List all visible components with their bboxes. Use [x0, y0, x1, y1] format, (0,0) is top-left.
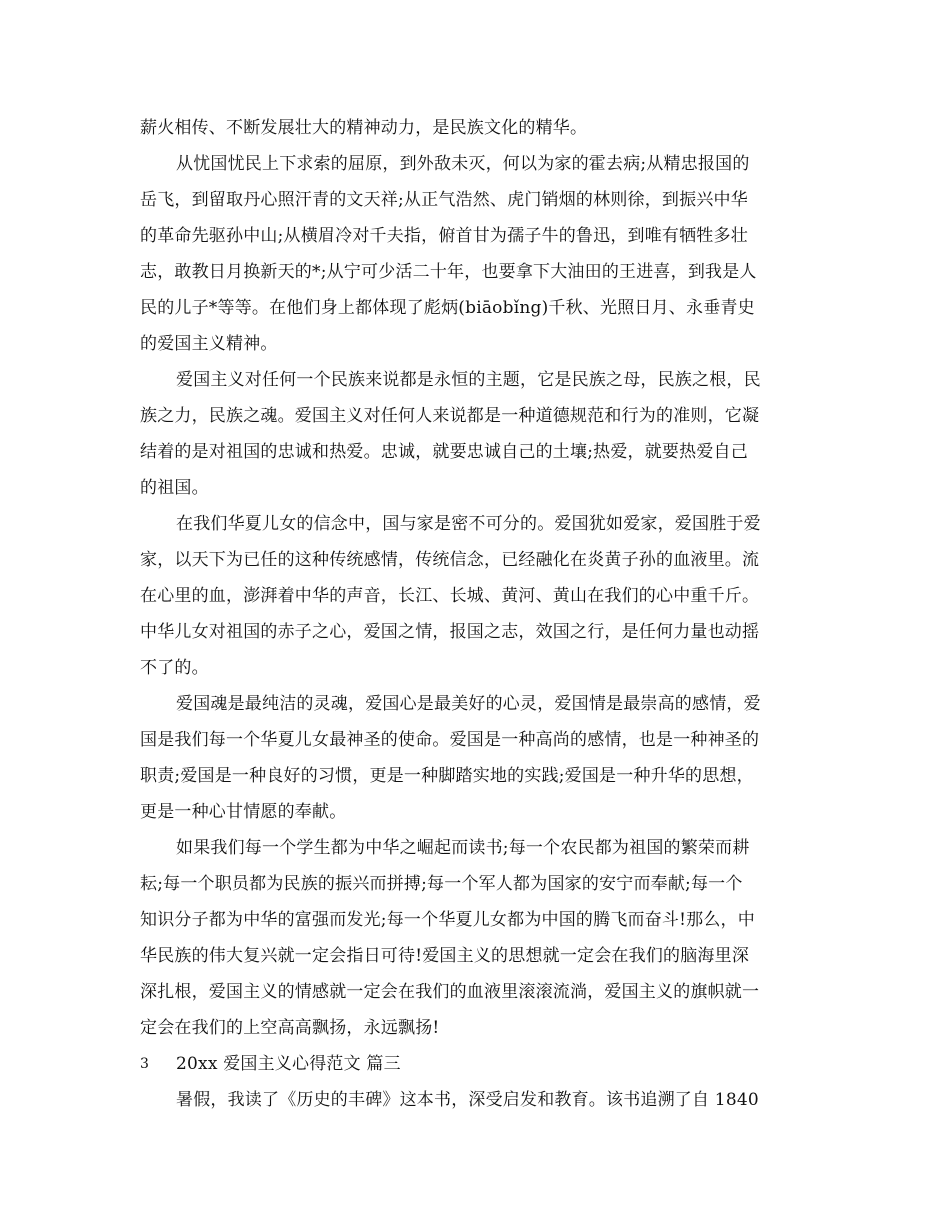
- text-line: 定会在我们的上空高高飘扬，永远飘扬!: [140, 1018, 440, 1038]
- paragraph-first-line: 爱国魂是最纯洁的灵魂，爱国心是最美好的心灵，爱国情是最崇高的感情，爱: [176, 694, 761, 714]
- text-line: 的爱国主义精神。: [140, 334, 278, 354]
- text-line: 国是我们每一个华夏儿女最神圣的使命。爱国是一种高尚的感情，也是一种神圣的: [140, 730, 760, 750]
- text-line: 的革命先驱孙中山;从横眉冷对千夫指，俯首甘为孺子牛的鲁迅，到唯有牺牲多壮: [140, 226, 748, 246]
- text-line: 职责;爱国是一种良好的习惯，更是一种脚踏实地的实践;爱国是一种升华的思想，: [140, 766, 754, 786]
- text-line: 知识分子都为中华的富强而发光;每一个华夏儿女都为中国的腾飞而奋斗!那么，中: [140, 910, 755, 930]
- text-line: 耘;每一个职员都为民族的振兴而拼搏;每一个军人都为国家的安宁而奉献;每一个: [140, 874, 743, 894]
- text-line: 家，以天下为已任的这种传统感情，传统信念，已经融化在炎黄子孙的血液里。流: [140, 550, 760, 570]
- text-line: 不了的。: [140, 658, 209, 678]
- document-body: [140, 110, 812, 1118]
- text-line: 民的儿子*等等。在他们身上都体现了彪炳(biāobǐng)千秋、光照日月、永垂青史: [140, 298, 755, 318]
- text-line: 中华儿女对祖国的赤子之心，爱国之情，报国之志，效国之行，是任何力量也动摇: [140, 622, 760, 642]
- text-line: 深扎根，爱国主义的情感就一定会在我们的血液里滚滚流淌，爱国主义的旗帜就一: [140, 982, 760, 1002]
- paragraph-first-line: 在我们华夏儿女的信念中，国与家是密不可分的。爱国犹如爱家，爱国胜于爱: [176, 514, 761, 534]
- text-line: 结着的是对祖国的忠诚和热爱。忠诚，就要忠诚自己的土壤;热爱，就要热爱自己: [140, 442, 748, 462]
- text-line: 族之力，民族之魂。爱国主义对任何人来说都是一种道德规范和行为的准则，它凝: [140, 406, 760, 426]
- paragraph-first-line: 从忧国忧民上下求索的屈原，到外敌未灭，何以为家的霍去病;从精忠报国的: [176, 154, 750, 174]
- text-line: 更是一种心甘情愿的奉献。: [140, 802, 347, 822]
- text-line: 岳飞，到留取丹心照汗青的文天祥;从正气浩然、虎门销烟的林则徐，到振兴中华: [140, 190, 748, 210]
- text-line: 的祖国。: [140, 478, 209, 498]
- section-heading: 20xx 爱国主义心得范文 篇三: [176, 1054, 401, 1074]
- text-line: 薪火相传、不断发展壮大的精神动力，是民族文化的精华。: [140, 118, 588, 138]
- text-line: 志，敢教日月换新天的*;从宁可少活二十年，也要拿下大油田的王进喜，到我是人: [140, 262, 757, 282]
- paragraph-first-line: 爱国主义对任何一个民族来说都是永恒的主题，它是民族之母，民族之根，民: [176, 370, 761, 390]
- paragraph-first-line: 暑假，我读了《历史的丰碑》这本书，深受启发和教育。该书追溯了自 1840: [176, 1090, 759, 1110]
- text-line: 在心里的血，澎湃着中华的声音，长江、长城、黄河、黄山在我们的心中重千斤。: [140, 586, 760, 606]
- page-number: 3: [140, 1056, 149, 1072]
- text-line: 华民族的伟大复兴就一定会指日可待!爱国主义的思想就一定会在我们的脑海里深: [140, 946, 750, 966]
- paragraph-first-line: 如果我们每一个学生都为中华之崛起而读书;每一个农民都为祖国的繁荣而耕: [176, 838, 750, 858]
